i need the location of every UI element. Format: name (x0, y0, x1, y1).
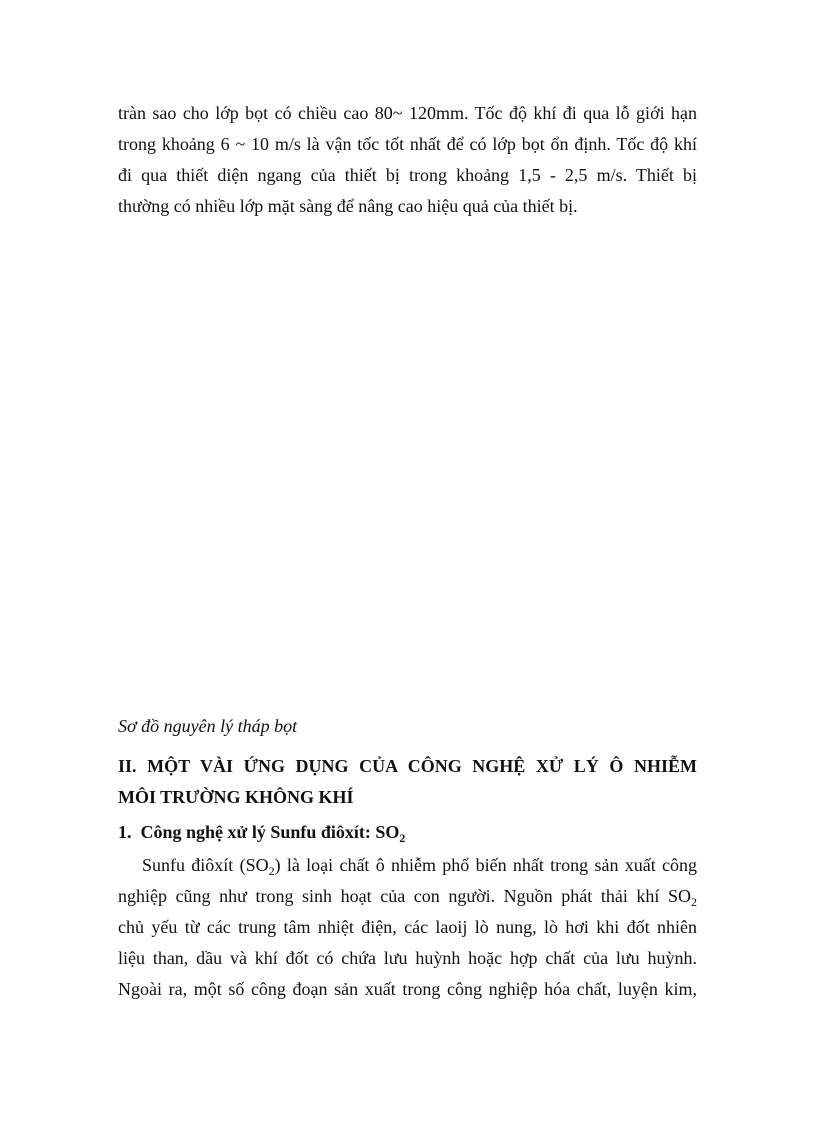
text-line: chủ yếu từ các trung tâm nhiệt điện, các laoij lò nung, lò hơi khi đốt nhiên (118, 917, 697, 937)
text-line: đi qua thiết diện ngang của thiết bị trong khoảng 1,5 - 2,5 m/s. Thiết bị (118, 165, 697, 185)
text-line: trong khoảng 6 ~ 10 m/s là vận tốc tốt nhất để có lớp bọt ổn định. Tốc độ khí (118, 134, 697, 154)
text-line: thường có nhiều lớp mặt sàng để nâng cao hiệu quả của thiết bị. (118, 196, 578, 216)
paragraph-foam-tower (118, 98, 697, 222)
text-line (118, 881, 697, 912)
text-line (118, 850, 697, 881)
text-run: Sunfu điôxít (SO (142, 855, 269, 875)
text-run: nghiệp cũng như trong sinh hoạt của con người. Nguồn phát thải khí SO (118, 886, 691, 906)
text-run: ) là loại chất ô nhiễm phổ biến nhất trong sản xuất công (274, 855, 698, 875)
section-heading (118, 751, 697, 813)
subscript: 2 (691, 895, 697, 909)
figure-placeholder (118, 250, 697, 710)
subsection-heading (118, 817, 697, 848)
heading-line: II. MỘT VÀI ỨNG DỤNG CỦA CÔNG NGHỆ XỬ LÝ Ô NHIỄM (118, 756, 697, 776)
text-line: tràn sao cho lớp bọt có chiều cao 80~ 120mm. Tốc độ khí đi qua lỗ giới hạn (118, 103, 697, 123)
figure-caption: Sơ đồ nguyên lý tháp bọt (118, 716, 298, 736)
text-line: liệu than, dầu và khí đốt có chứa lưu huỳnh hoặc hợp chất của lưu huỳnh. (118, 948, 697, 968)
subsection-number: 1. (118, 822, 132, 842)
paragraph-so2 (118, 850, 697, 1005)
subsection-title: Công nghệ xử lý Sunfu điôxít: SO (140, 822, 400, 842)
text-line: Ngoài ra, một số công đoạn sản xuất trong công nghiệp hóa chất, luyện kim, (118, 979, 697, 999)
heading-line: MÔI TRƯỜNG KHÔNG KHÍ (118, 787, 354, 807)
subscript: 2 (268, 864, 275, 878)
subscript: 2 (399, 831, 406, 845)
